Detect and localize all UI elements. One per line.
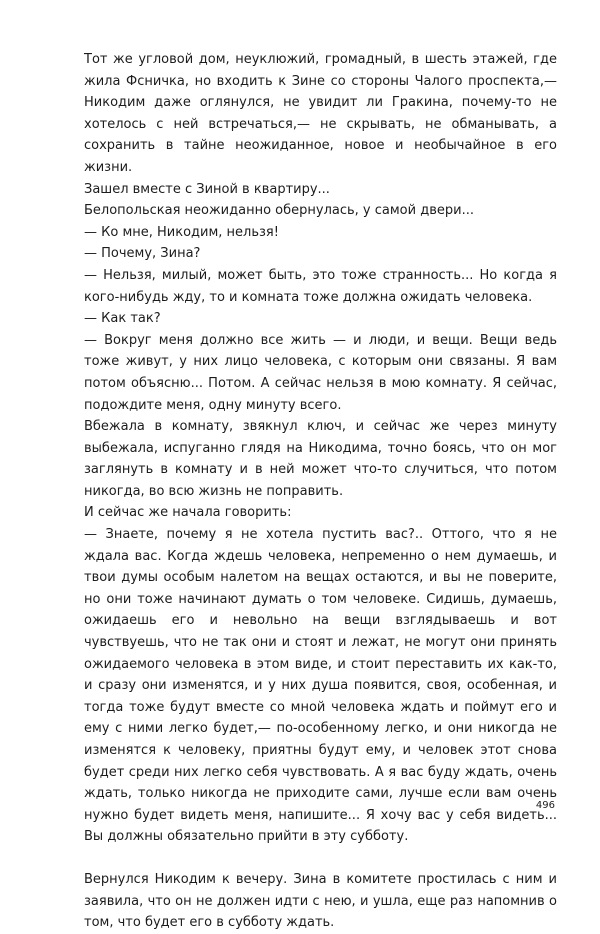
paragraph-2: Зашел вместе с Зиной в квартиру... [84, 181, 330, 197]
paragraph-1: Тот же угловой дом, неуклюжий, громадный, в шесть этажей, где жила Фсничка, но входить к Зине со стороны Чалого проспекта,— Никодим даже оглянулся, не увидит ли Гракина, почему-то не хотелось с ней встречаться,— не скрывать, не обманывать, а сохранить в тайне неожиданное, новое и необычайное в его жизни. [84, 52, 557, 175]
dialogue-line-3: — Нельзя, милый, может быть, это тоже странность... Но когда я кого-нибудь жду, то и комната тоже должна ожидать человека. [84, 267, 557, 305]
paragraph-5: И сейчас же начала говорить: [84, 505, 292, 521]
paragraph-4: Вбежала в комнату, звякнул ключ, и сейчас же через минуту выбежала, испуганно глядя на Никодима, точно боясь, что он мог заглянуть в комнату и в ней может что-то случиться, что потом никогда, во всю жизнь не поправить. [84, 419, 557, 499]
paragraph-3: Белопольская неожиданно обернулась, у самой двери... [84, 203, 474, 219]
dialogue-line-4: — Как так? [84, 311, 161, 327]
dialogue-line-5: — Вокруг меня должно все жить — и люди, и вещи. Вещи ведь тоже живут, у них лицо человека, с которым они связаны. Я вам потом объясню... Потом. А сейчас нельзя в мою комнату. Я сейчас, подождите меня, одну минуту всего. [84, 332, 557, 413]
dialogue-line-1: — Ко мне, Никодим, нельзя! [84, 224, 279, 240]
paragraph-final: Вернулся Никодим к вечеру. Зина в комитете простилась с ним и заявила, что он не должен идти с нею, и ушла, еще раз напомнив о том, что будет его в субботу ждать. [84, 871, 557, 931]
page-number: 496 [535, 800, 555, 811]
dialogue-line-2: — Почему, Зина? [84, 246, 201, 262]
dialogue-monologue: — Знаете, почему я не хотела пустить вас?.. Оттого, что я не ждала вас. Когда ждешь человека, непременно о нем думаешь, и твои думы особым налетом на вещах остаются, и вы не поверите, но они тоже начинают думать о том человеке. Сидишь, думаешь, ожидаешь его и невольно на вещи взглядываешь и вот чувствуешь, что не так они и стоят и лежат, не могут они принять ожидаемого человека в этом виде, и стоит переставить их как-то, и сразу они изменятся, и у них душа появится, своя, особенная, и тогда тоже будут вместе со мной человека ждать и поймут его и ему с ними легко будет,— по-особенному легко, и они никогда не изменятся к человеку, приятны будут ему, и человек этот снова будет среди них легко себя чувствовать. А я вас буду ждать, очень ждать, только никогда не приходите сами, лучше если вам очень нужно будет видеть меня, напишите... Я хочу вас у себя видеть... Вы должны обязательно прийти в эту субботу. [84, 527, 557, 845]
body-text [84, 49, 557, 934]
